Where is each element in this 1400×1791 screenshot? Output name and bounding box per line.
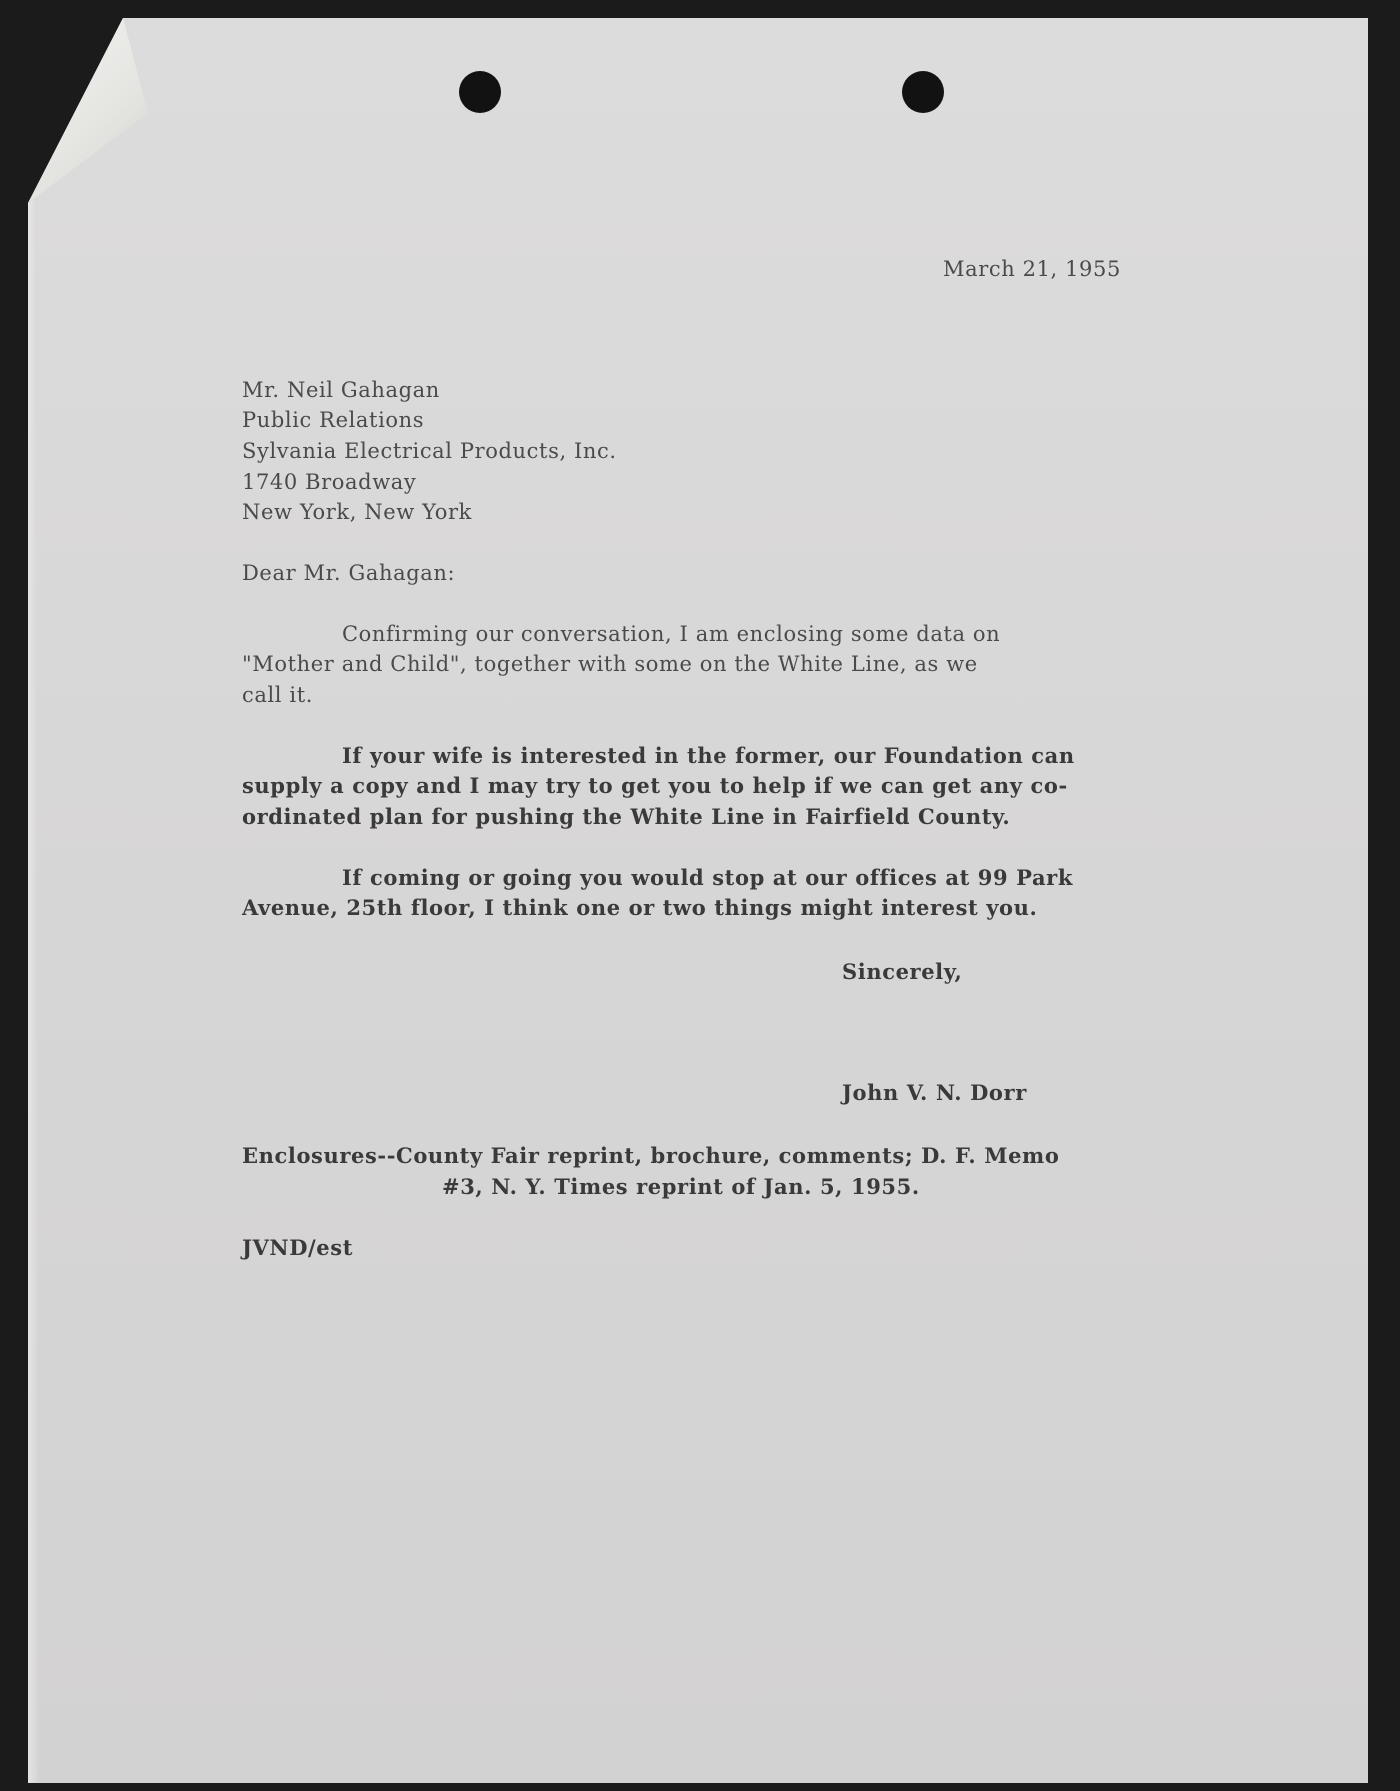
signer-name: John V. N. Dorr	[842, 1080, 1027, 1105]
salutation: Dear Mr. Gahagan:	[242, 561, 456, 585]
closing: Sincerely,	[842, 959, 963, 984]
paragraph-line: Avenue, 25th floor, I think one or two things might interest you.	[242, 895, 1038, 920]
recipient-line: New York, New York	[242, 500, 472, 524]
enclosures-line: Enclosures--County Fair reprint, brochure, comments; D. F. Memo	[242, 1143, 1060, 1168]
paragraph-line: supply a copy and I may try to get you to help if we can get any co-	[242, 773, 1068, 798]
recipient-line: Public Relations	[242, 408, 425, 432]
paragraph-line: ordinated plan for pushing the White Line in Fairfield County.	[242, 804, 1011, 829]
recipient-line: 1740 Broadway	[242, 470, 417, 494]
reference-initials: JVND/est	[242, 1235, 353, 1260]
paragraph-line: If coming or going you would stop at our offices at 99 Park	[342, 865, 1073, 890]
enclosures-line: #3, N. Y. Times reprint of Jan. 5, 1955.	[442, 1174, 920, 1199]
paragraph-line: "Mother and Child", together with some on the White Line, as we	[242, 652, 978, 676]
letter-date: March 21, 1955	[943, 257, 1121, 281]
recipient-line: Sylvania Electrical Products, Inc.	[242, 439, 617, 463]
paragraph-line: If your wife is interested in the former, our Foundation can	[342, 743, 1075, 768]
recipient-line: Mr. Neil Gahagan	[242, 378, 440, 402]
paragraph-line: call it.	[242, 683, 314, 707]
paragraph-line: Confirming our conversation, I am enclosing some data on	[342, 622, 1001, 646]
